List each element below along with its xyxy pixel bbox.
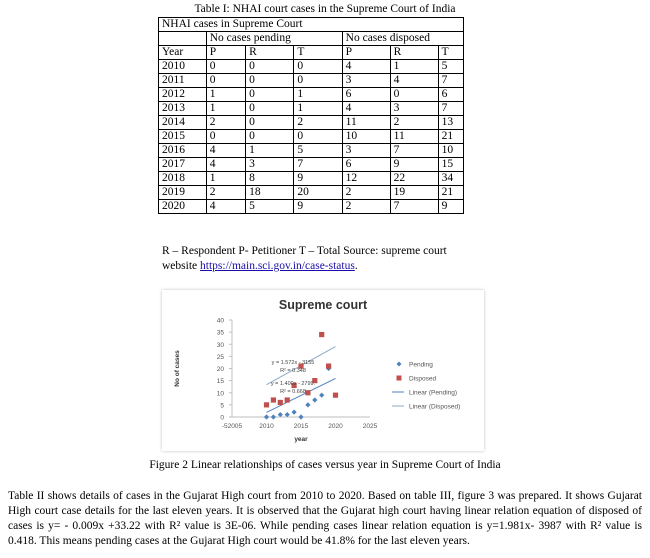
column-header-6: T: [438, 46, 463, 60]
count-cell: 21: [438, 130, 463, 144]
count-cell: 22: [390, 172, 438, 186]
count-cell: 0: [246, 116, 294, 130]
count-cell: 9: [390, 158, 438, 172]
count-cell: 2: [342, 186, 390, 200]
pending-header: No cases pending: [206, 32, 342, 46]
count-cell: 0: [206, 74, 245, 88]
x-tick-label: 2020: [328, 423, 343, 430]
year-cell: 2015: [159, 130, 207, 144]
table-row: [159, 186, 464, 200]
y-tick-label: 20: [216, 366, 224, 373]
count-cell: 3: [246, 158, 294, 172]
table-note-text: R – Respondent P- Petitioner T – Total Source: supreme court: [162, 245, 447, 257]
y-tick-label: 10: [216, 390, 224, 398]
table-row: [159, 60, 464, 74]
pending-point: [305, 402, 310, 407]
equation-label: R² = 0.668: [280, 389, 306, 395]
year-cell: 2011: [159, 74, 207, 88]
column-header-5: R: [390, 46, 438, 60]
table-group-row: [159, 18, 464, 32]
disposed-header: No cases disposed: [342, 32, 463, 46]
disposed-point: [271, 397, 276, 402]
pending-point: [312, 397, 317, 402]
y-tick-label: 0: [220, 414, 224, 422]
count-cell: 1: [390, 60, 438, 74]
count-cell: 4: [342, 60, 390, 74]
count-cell: 4: [206, 144, 245, 158]
year-cell: 2014: [159, 116, 207, 130]
count-cell: 9: [294, 200, 342, 214]
table-subheader-row: [159, 32, 464, 46]
count-cell: 2: [294, 116, 342, 130]
table-row: [159, 158, 464, 172]
legend-entry: Pending: [409, 361, 433, 369]
table-caption: Table I: NHAI court cases in the Supreme Court of India: [194, 3, 456, 15]
count-cell: 4: [390, 74, 438, 88]
legend-disposed-marker: [397, 376, 402, 381]
x-axis-label: year: [294, 436, 308, 443]
column-header-0: Year: [159, 46, 207, 60]
pending-point: [292, 410, 297, 415]
equation-label: R² = 0.348: [280, 368, 306, 374]
table-note: [162, 244, 482, 274]
table-row: [159, 102, 464, 116]
chart-title: Supreme court: [278, 298, 368, 312]
count-cell: 20: [294, 186, 342, 200]
pending-point: [285, 412, 290, 417]
pending-point: [264, 414, 269, 419]
count-cell: 0: [246, 74, 294, 88]
count-cell: 19: [390, 186, 438, 200]
count-cell: 2: [342, 200, 390, 214]
body-paragraph: Table II shows details of cases in the Gujarat High court from 2010 to 2020. Based on table III, figure 3 was prepared. It shows Gujarat High court case details for the last eleven years. It is observed that the Gujarat high court having linear relation equation of disposed of cases is y= - 0.009x +33.22 with R² value is 3E-06. While pending cases linear relation equation is y=1.981x- 3987 with R² value is 0.418. This means pending cases at the Gujarat High court would be 41.8% for the last eleven years.: [8, 490, 642, 547]
year-cell: 2020: [159, 200, 207, 214]
legend-pending-marker: [397, 362, 402, 367]
count-cell: 15: [438, 158, 463, 172]
table-row: [159, 116, 464, 130]
year-cell: 2019: [159, 186, 207, 200]
count-cell: 1: [246, 144, 294, 158]
count-cell: 7: [390, 200, 438, 214]
table-note-end: .: [354, 260, 358, 272]
disposed-point: [319, 332, 324, 337]
disposed-point: [333, 393, 338, 398]
count-cell: 21: [438, 186, 463, 200]
count-cell: 0: [390, 88, 438, 102]
table-corner-cell: [159, 32, 207, 46]
count-cell: 4: [206, 158, 245, 172]
table-row: [159, 88, 464, 102]
year-cell: 2012: [159, 88, 207, 102]
table-row: [159, 74, 464, 88]
x-tick-label: 2010: [259, 423, 274, 430]
count-cell: 10: [342, 130, 390, 144]
count-cell: 7: [390, 144, 438, 158]
count-cell: 7: [438, 102, 463, 116]
disposed-point: [285, 397, 290, 402]
count-cell: 11: [390, 130, 438, 144]
table-row: [159, 130, 464, 144]
count-cell: 13: [438, 116, 463, 130]
count-cell: 0: [294, 60, 342, 74]
legend-entry: Disposed: [409, 375, 437, 383]
table-column-header-row: [159, 46, 464, 60]
count-cell: 0: [246, 130, 294, 144]
count-cell: 7: [294, 158, 342, 172]
count-cell: 0: [294, 74, 342, 88]
disposed-point: [264, 402, 269, 407]
count-cell: 0: [246, 88, 294, 102]
scatter-chart: [162, 290, 484, 451]
table-row: [159, 200, 464, 214]
year-cell: 2018: [159, 172, 207, 186]
y-tick-label: 40: [216, 317, 224, 325]
y-tick-label: 30: [216, 341, 224, 349]
count-cell: 6: [342, 158, 390, 172]
count-cell: 5: [438, 60, 463, 74]
count-cell: 3: [342, 74, 390, 88]
count-cell: 34: [438, 172, 463, 186]
equation-label: y = 1.572x - 3155: [271, 360, 315, 366]
count-cell: 9: [438, 200, 463, 214]
count-cell: 0: [206, 60, 245, 74]
count-cell: 1: [294, 88, 342, 102]
count-cell: 1: [206, 172, 245, 186]
count-cell: 6: [438, 88, 463, 102]
count-cell: 4: [206, 200, 245, 214]
column-header-2: R: [246, 46, 294, 60]
count-cell: 3: [390, 102, 438, 116]
year-cell: 2013: [159, 102, 207, 116]
count-cell: 10: [438, 144, 463, 158]
year-cell: 2016: [159, 144, 207, 158]
disposed-point: [326, 363, 331, 368]
y-tick-label: 5: [220, 402, 224, 410]
count-cell: 8: [246, 172, 294, 186]
count-cell: 0: [246, 60, 294, 74]
y-tick-label: 35: [216, 329, 224, 337]
count-cell: 5: [246, 200, 294, 214]
x-tick-label: -52005: [221, 423, 243, 430]
count-cell: 6: [342, 88, 390, 102]
count-cell: 11: [342, 116, 390, 130]
disposed-point: [278, 400, 283, 405]
year-cell: 2010: [159, 60, 207, 74]
equation-label: y = 1.400x - 2799.: [270, 381, 316, 387]
count-cell: 0: [246, 102, 294, 116]
disposed-point: [305, 390, 310, 395]
count-cell: 2: [206, 186, 245, 200]
count-cell: 0: [206, 130, 245, 144]
source-link[interactable]: https://main.sci.gov.in/case-status: [200, 260, 355, 272]
x-tick-label: 2015: [293, 423, 309, 430]
count-cell: 2: [390, 116, 438, 130]
column-header-4: P: [342, 46, 390, 60]
y-axis-label: No of cases: [174, 350, 181, 387]
count-cell: 3: [342, 144, 390, 158]
pending-point: [271, 414, 276, 419]
legend-entry: Linear (Disposed): [409, 403, 461, 411]
table-row: [159, 144, 464, 158]
count-cell: 4: [342, 102, 390, 116]
table-note-source: website: [162, 260, 201, 272]
count-cell: 0: [294, 130, 342, 144]
count-cell: 2: [206, 116, 245, 130]
column-header-1: P: [206, 46, 245, 60]
pending-point: [278, 412, 283, 417]
year-cell: 2017: [159, 158, 207, 172]
count-cell: 18: [246, 186, 294, 200]
table-row: [159, 172, 464, 186]
legend-entry: Linear (Pending): [409, 389, 458, 397]
x-tick-label: 2025: [362, 423, 378, 430]
count-cell: 12: [342, 172, 390, 186]
count-cell: 1: [206, 102, 245, 116]
table-group-title: NHAI cases in Supreme Court: [159, 18, 464, 32]
count-cell: 7: [438, 74, 463, 88]
y-tick-label: 15: [216, 378, 224, 386]
y-tick-label: 25: [216, 353, 224, 361]
pending-point: [298, 414, 303, 419]
cases-table: [158, 17, 464, 214]
figure-caption: Figure 2 Linear relationships of cases versus year in Supreme Court of India: [149, 459, 501, 471]
count-cell: 5: [294, 144, 342, 158]
count-cell: 9: [294, 172, 342, 186]
column-header-3: T: [294, 46, 342, 60]
chart-container: [162, 290, 484, 451]
pending-point: [319, 393, 324, 398]
count-cell: 1: [206, 88, 245, 102]
count-cell: 1: [294, 102, 342, 116]
